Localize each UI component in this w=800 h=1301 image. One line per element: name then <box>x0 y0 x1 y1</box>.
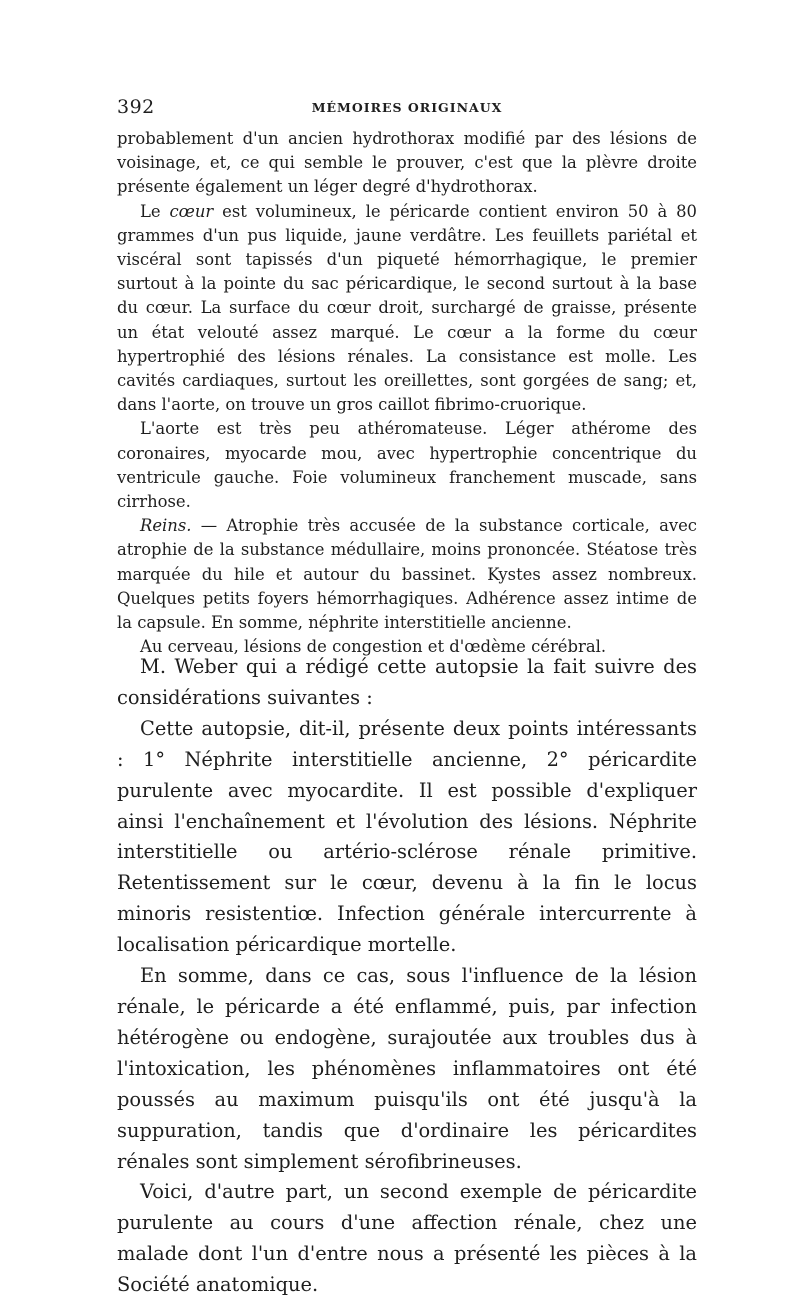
paragraph-cerveau: Au cerveau, lésions de congestion et d'œdème cérébral. <box>140 637 607 657</box>
page-header <box>117 96 697 122</box>
running-title: MÉMOIRES ORIGINAUX <box>311 100 503 115</box>
paragraph-coeur-keyword: cœur <box>169 201 214 221</box>
paragraph-coeur-body: est volumineux, le péricarde contient environ 50 à 80 grammes d'un pus liquide, jaune verdâtre. Les feuillets pariétal et viscéral sont tapissés d'un piqueté hémorrhagique, le premier surtout à la pointe du sac péricardique, le second surtout à la base du cœur. La surface du cœur droit, surchargé de graisse, présente un état velouté assez marqué. Le cœur a la forme du cœur hypertrophié des lésions rénales. La consistance est molle. Les cavités cardiaques, surtout les oreillettes, sont gorgées de sang; et, dans l'aorte, on trouve un gros caillot fibrimo-cruorique. <box>117 201 697 415</box>
autopsy-report-text <box>117 127 697 659</box>
commentary-text <box>117 652 697 1301</box>
paragraph-reins-body: — Atrophie très accusée de la substance corticale, avec atrophie de la substance médullaire, moins prononcée. Stéatose très marquée du hile et autour du bassinet. Kystes assez nombreux. Quelques petits foyers hémorrhagiques. Adhérence assez intime de la capsule. En somme, néphrite interstitielle ancienne. <box>117 516 697 633</box>
paragraph-hydrothorax: probablement d'un ancien hydrothorax modifié par des lésions de voisinage, et, ce qui semble le prouver, c'est que la plèvre droite présente également un léger degré d'hydrothorax. <box>117 129 697 197</box>
paragraph-autopsie: Cette autopsie, dit-il, présente deux points intéressants : 1° Néphrite interstitielle ancienne, 2° péricardite purulente avec myocardite. Il est possible d'expliquer ainsi l'enchaînement et l'évolution des lésions. Néphrite interstitielle ou artério-sclérose rénale primitive. Retentissement sur le cœur, devenu à la fin le locus minoris resistentiœ. Infection générale intercurrente à localisation péricardique mortelle. <box>117 716 697 957</box>
paragraph-reins <box>117 514 697 635</box>
paragraph-voici: Voici, d'autre part, un second exemple de péricardite purulente au cours d'une affection rénale, chez une malade dont l'un d'entre nous a présenté les pièces à la Société anatomique. <box>117 1180 697 1297</box>
paragraph-coeur-lead: Le <box>140 201 170 221</box>
paragraph-reins-keyword: Reins. <box>140 516 192 536</box>
paragraph-weber: M. Weber qui a rédigé cette autopsie la fait suivre des considérations suivantes : <box>117 655 697 709</box>
paragraph-aorte: L'aorte est très peu athéromateuse. Léger athérome des coronaires, myocarde mou, avec hypertrophie concentrique du ventricule gauche. Foie volumineux franchement muscade, sans cirrhose. <box>117 419 697 512</box>
page-number: 392 <box>117 96 155 118</box>
paragraph-coeur <box>117 200 697 418</box>
paragraph-en-somme: En somme, dans ce cas, sous l'influence de la lésion rénale, le péricarde a été enflammé, puis, par infection hétérogène ou endogène, surajoutée aux troubles dus à l'intoxication, les phénomènes inflammatoires ont été poussés au maximum puisqu'ils ont été jusqu'à la suppuration, tandis que d'ordinaire les péricardites rénales sont simplement sérofibrineuses. <box>117 964 697 1173</box>
